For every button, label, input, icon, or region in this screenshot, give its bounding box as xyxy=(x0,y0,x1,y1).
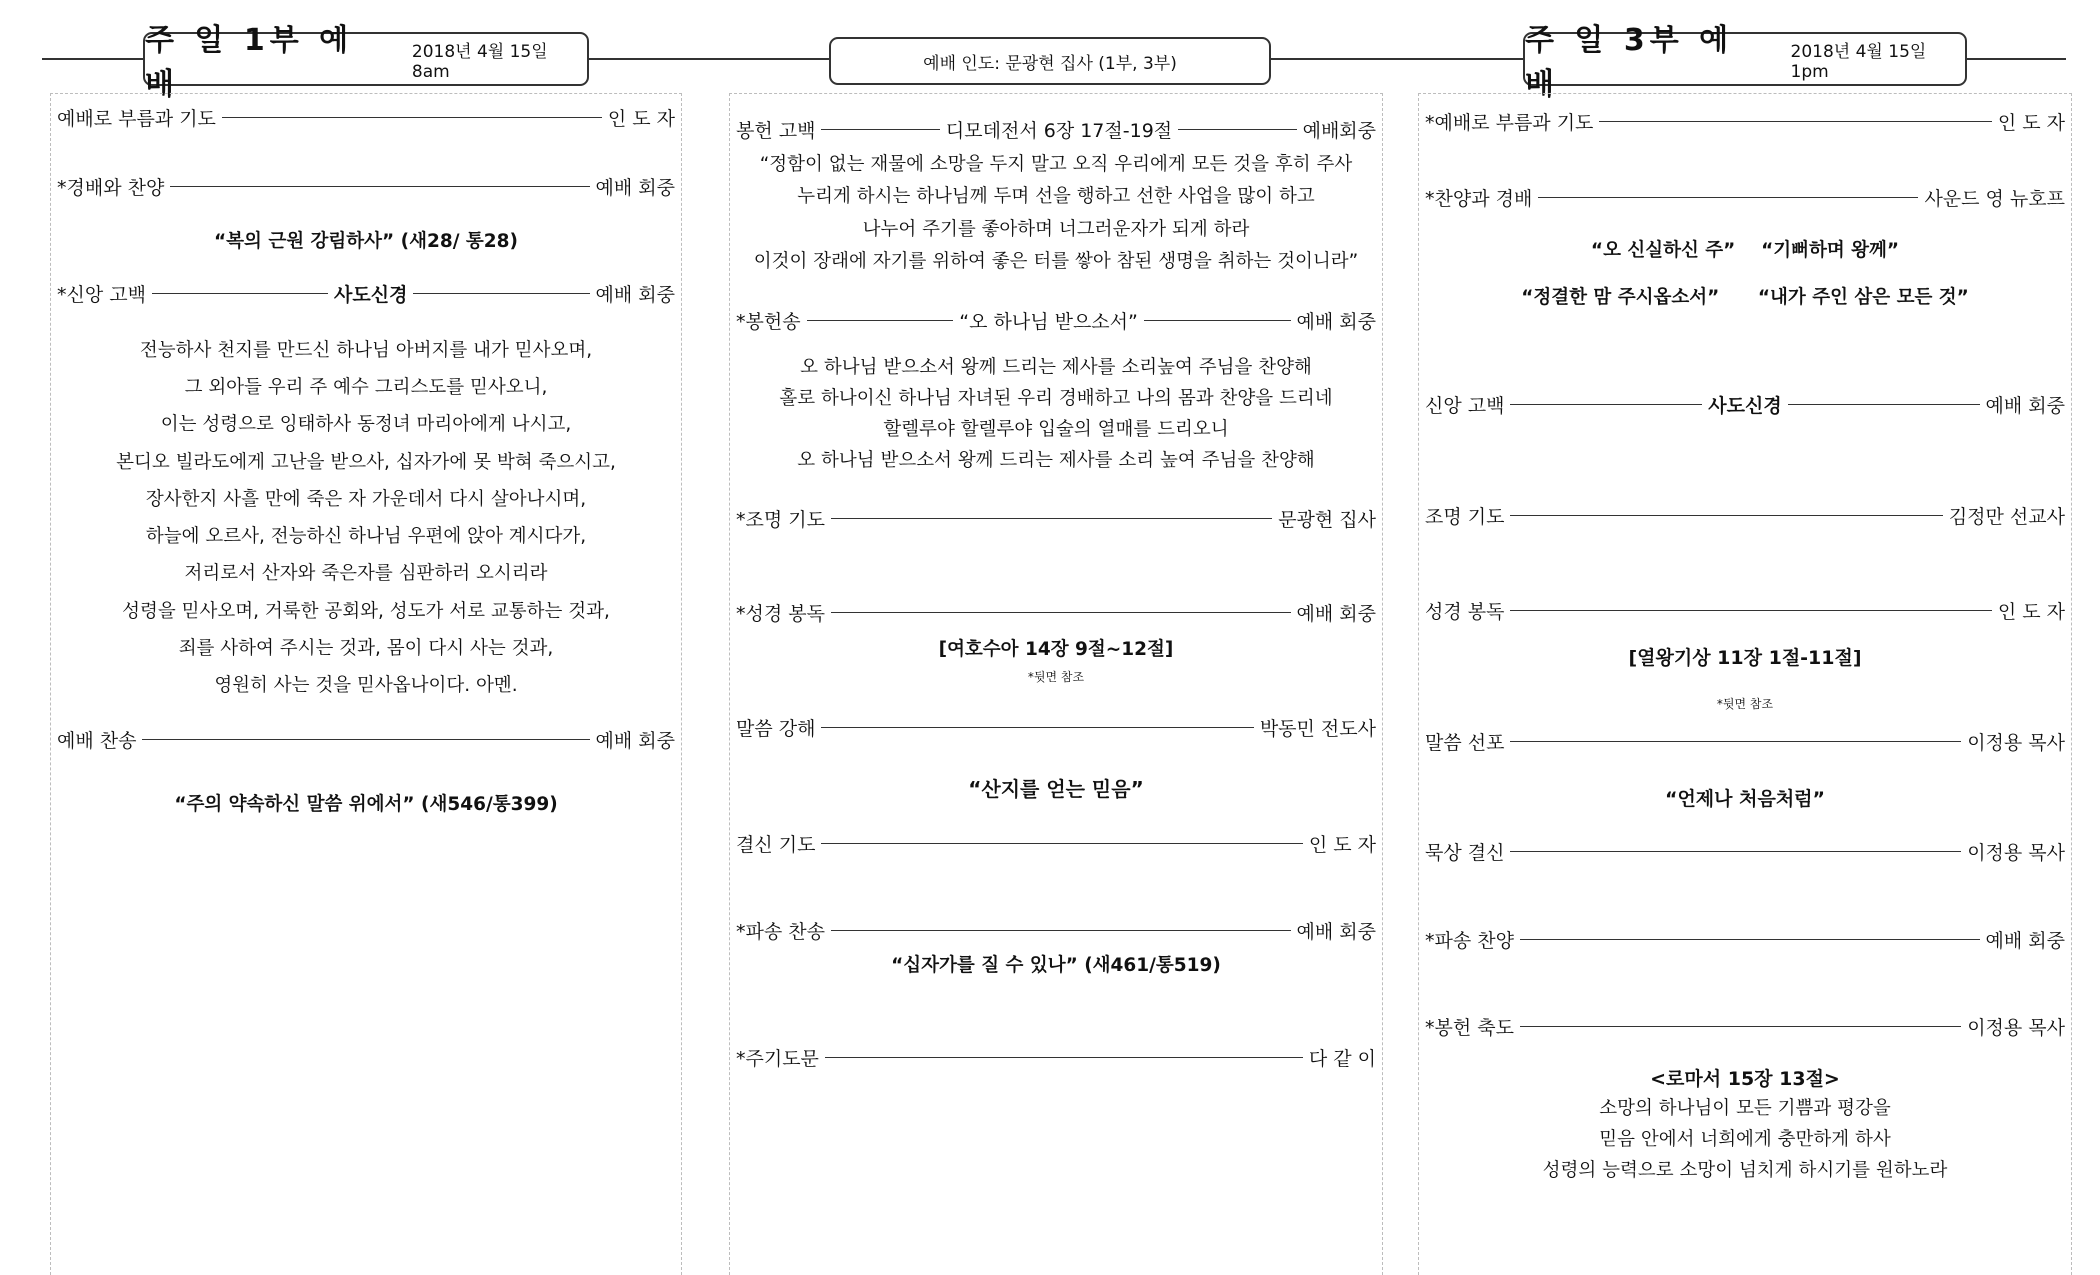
item-name: *성경 봉독 xyxy=(736,603,825,625)
sermon-title: “산지를 얻는 믿음” xyxy=(968,777,1144,801)
order-item xyxy=(1425,728,2065,755)
leader-line xyxy=(1510,515,1942,516)
leader-line xyxy=(821,129,939,130)
leader-line xyxy=(1599,121,1991,122)
order-item xyxy=(57,280,675,307)
order-item xyxy=(736,1044,1376,1071)
item-name: 조명 기도 xyxy=(1425,506,1505,528)
item-name: *예배로 부름과 기도 xyxy=(1425,112,1594,134)
item-leader: 예배 회중 xyxy=(1296,311,1377,333)
praise-songs: “오 신실하신 주” “기뻐하며 왕께” xyxy=(1590,240,1900,261)
order-item xyxy=(736,917,1376,944)
leader-line xyxy=(1510,404,1702,405)
leader-line xyxy=(1510,610,1991,611)
service3-date: 2018년 4월 15일 1pm xyxy=(1790,41,1927,82)
verse-line: 성령의 능력으로 소망이 넘치게 하시기를 원하노라 xyxy=(1542,1160,1948,1181)
item-leader: 예배 회중 xyxy=(1985,395,2066,417)
creed-line: 죄를 사하여 주시는 것과, 몸이 다시 사는 것과, xyxy=(178,638,554,659)
order-item xyxy=(1425,108,2065,135)
order-item xyxy=(736,307,1376,334)
item-name: *조명 기도 xyxy=(736,509,825,531)
item-leader: 예배 회중 xyxy=(595,177,675,199)
item-title: “오 하나님 받으소서” xyxy=(959,311,1138,333)
leader-line xyxy=(142,739,589,740)
sermon-title: “언제나 처음처럼” xyxy=(1664,788,1826,810)
item-name: *주기도문 xyxy=(736,1048,819,1070)
hymn-title: “십자가를 질 수 있나” (새461/통519) xyxy=(891,955,1221,976)
order-item xyxy=(1425,391,2065,418)
order-item xyxy=(1425,838,2065,865)
item-leader: 사운드 영 뉴호프 xyxy=(1924,188,2065,210)
item-title: 디모데전서 6장 17절-19절 xyxy=(945,120,1173,142)
leader-line xyxy=(831,518,1272,519)
song-line: 홀로 하나이신 하나님 자녀된 우리 경배하고 나의 몸과 찬양을 드리네 xyxy=(779,388,1333,409)
item-name: *봉헌송 xyxy=(736,311,801,333)
leader-line xyxy=(831,612,1291,613)
item-leader: 이정용 목사 xyxy=(1967,842,2065,864)
leader-line xyxy=(222,117,602,118)
leader-line xyxy=(1520,1026,1961,1027)
header-rule-left xyxy=(42,58,144,60)
verse-line: 소망의 하나님이 모든 기쁨과 평강을 xyxy=(1599,1098,1891,1119)
order-item xyxy=(736,505,1376,532)
leader-line xyxy=(1788,404,1980,405)
item-leader: 인 도 자 xyxy=(607,108,675,130)
item-leader: 예배회중 xyxy=(1302,120,1377,142)
hymn-title: “복의 근원 강림하사” (새28/ 통28) xyxy=(214,231,518,252)
item-name: *경배와 찬양 xyxy=(57,177,165,199)
item-name: *파송 찬양 xyxy=(1425,930,1514,952)
item-leader: 이정용 목사 xyxy=(1967,1017,2065,1039)
leader-line xyxy=(1510,851,1961,852)
item-leader: 예배 회중 xyxy=(595,730,675,752)
item-leader: 예배 회중 xyxy=(595,284,676,306)
verse-line: 이것이 장래에 자기를 위하여 좋은 터를 쌓아 참된 생명을 취하는 것이니라” xyxy=(753,251,1359,272)
leader-box: 예배 인도: 문광현 집사 (1부, 3부) xyxy=(829,37,1271,85)
order-item xyxy=(1425,502,2065,529)
header-rule-mid-left xyxy=(588,58,830,60)
column-offering xyxy=(729,93,1383,1275)
item-name: 봉헌 고백 xyxy=(736,120,816,142)
praise-songs: “정결한 맘 주시옵소서” “내가 주인 삼은 모든 것” xyxy=(1521,287,1969,308)
order-item xyxy=(57,173,675,200)
creed-line: 본디오 빌라도에게 고난을 받으사, 십자가에 못 박혀 죽으시고, xyxy=(116,452,616,473)
item-name: *찬양과 경배 xyxy=(1425,188,1533,210)
leader-line xyxy=(831,930,1291,931)
order-item xyxy=(736,116,1376,143)
leader-line xyxy=(1510,741,1961,742)
order-item xyxy=(1425,926,2065,953)
item-name: 말씀 선포 xyxy=(1425,732,1505,754)
item-leader: 이정용 목사 xyxy=(1967,732,2065,754)
scripture-reference: [여호수아 14장 9절~12절] xyxy=(938,639,1174,660)
order-item xyxy=(736,830,1376,857)
service3-title-box xyxy=(1523,23,1967,102)
item-title: 사도신경 xyxy=(1708,395,1782,417)
item-leader: 인 도 자 xyxy=(1308,834,1376,856)
verse-line: 믿음 안에서 너희에게 충만하게 하사 xyxy=(1599,1129,1891,1150)
song-line: 오 하나님 받으소서 왕께 드리는 제사를 소리 높여 주님을 찬양해 xyxy=(797,450,1315,471)
leader-line xyxy=(152,293,328,294)
song-line: 오 하나님 받으소서 왕께 드리는 제사를 소리높여 주님을 찬양해 xyxy=(800,357,1312,378)
verse-line: “정함이 없는 재물에 소망을 두지 말고 오직 우리에게 모든 것을 후히 주사 xyxy=(759,154,1353,175)
item-name: 묵상 결신 xyxy=(1425,842,1505,864)
item-leader: 다 같 이 xyxy=(1308,1048,1376,1070)
creed-line: 이는 성령으로 잉태하사 동정녀 마리아에게 나시고, xyxy=(160,414,572,435)
leader-line xyxy=(1178,129,1296,130)
order-item xyxy=(57,104,675,131)
order-item xyxy=(1425,1013,2065,1040)
column-service1 xyxy=(50,93,682,1275)
order-item xyxy=(736,599,1376,626)
hymn-title: “주의 약속하신 말씀 위에서” (새546/통399) xyxy=(174,794,558,815)
header-rule-mid-right xyxy=(1270,58,1524,60)
verse-reference: <로마서 15장 13절> xyxy=(1650,1068,1840,1090)
order-item xyxy=(57,726,675,753)
item-leader: 예배 회중 xyxy=(1296,921,1376,943)
creed-line: 전능하사 천지를 만드신 하나님 아버지를 내가 믿사오며, xyxy=(139,340,593,361)
creed-line: 저리로서 산자와 죽은자를 심판하러 오시리라 xyxy=(184,563,548,584)
leader-line xyxy=(825,1057,1303,1058)
creed-line: 영원히 사는 것을 믿사옵나이다. 아멘. xyxy=(214,675,518,696)
leader-line xyxy=(1538,197,1918,198)
creed-line: 장사한지 사흘 만에 죽은 자 가운데서 다시 살아나시며, xyxy=(145,489,587,510)
item-leader: 인 도 자 xyxy=(1997,112,2065,134)
order-item xyxy=(1425,184,2065,211)
item-name: *파송 찬송 xyxy=(736,921,825,943)
verse-line: 나누어 주기를 좋아하며 너그러운자가 되게 하라 xyxy=(862,219,1250,240)
service1-title-box xyxy=(143,23,589,102)
leader-line xyxy=(170,186,589,187)
order-item xyxy=(736,714,1376,741)
item-leader: 박동민 전도사 xyxy=(1259,718,1376,740)
service1-date: 2018년 4월 15일 8am xyxy=(411,41,548,82)
leader-line xyxy=(1144,320,1291,321)
item-name: *봉헌 축도 xyxy=(1425,1017,1514,1039)
service3-title: 주 일 3부 예배 xyxy=(1525,23,1734,102)
column-service3 xyxy=(1418,93,2072,1275)
header-rule-right xyxy=(1966,58,2066,60)
item-name: 예배 찬송 xyxy=(57,730,137,752)
creed-line: 성령을 믿사오며, 거룩한 공회와, 성도가 서로 교통하는 것과, xyxy=(122,601,610,622)
item-name: 결신 기도 xyxy=(736,834,816,856)
see-back-note: *뒷면 참조 xyxy=(1716,697,1774,711)
scripture-reference: [열왕기상 11장 1절-11절] xyxy=(1628,647,1862,669)
item-leader: 예배 회중 xyxy=(1296,603,1376,625)
leader-line xyxy=(821,727,1253,728)
leader-line xyxy=(1520,939,1980,940)
item-leader: 문광현 집사 xyxy=(1278,509,1376,531)
leader-line xyxy=(413,293,589,294)
song-line: 할렐루야 할렐루야 입술의 열매를 드리오니 xyxy=(883,419,1229,440)
order-item xyxy=(1425,597,2065,624)
item-name: 신앙 고백 xyxy=(1425,395,1505,417)
item-name: *신앙 고백 xyxy=(57,284,146,306)
item-name: 예배로 부름과 기도 xyxy=(57,108,216,130)
leader-line xyxy=(807,320,954,321)
leader-line xyxy=(821,843,1302,844)
creed-line: 하늘에 오르사, 전능하신 하나님 우편에 앉아 계시다가, xyxy=(145,526,587,547)
see-back-note: *뒷면 참조 xyxy=(1027,670,1085,684)
verse-line: 누리게 하시는 하나님께 두며 선을 행하고 선한 사업을 많이 하고 xyxy=(797,186,1315,207)
item-name: 성경 봉독 xyxy=(1425,601,1505,623)
item-leader: 예배 회중 xyxy=(1985,930,2065,952)
item-name: 말씀 강해 xyxy=(736,718,816,740)
item-leader: 김정만 선교사 xyxy=(1948,506,2065,528)
item-title: 사도신경 xyxy=(334,284,408,306)
creed-line: 그 외아들 우리 주 예수 그리스도를 믿사오니, xyxy=(184,377,548,398)
item-leader: 인 도 자 xyxy=(1997,601,2065,623)
service1-title: 주 일 1부 예배 xyxy=(145,23,354,102)
